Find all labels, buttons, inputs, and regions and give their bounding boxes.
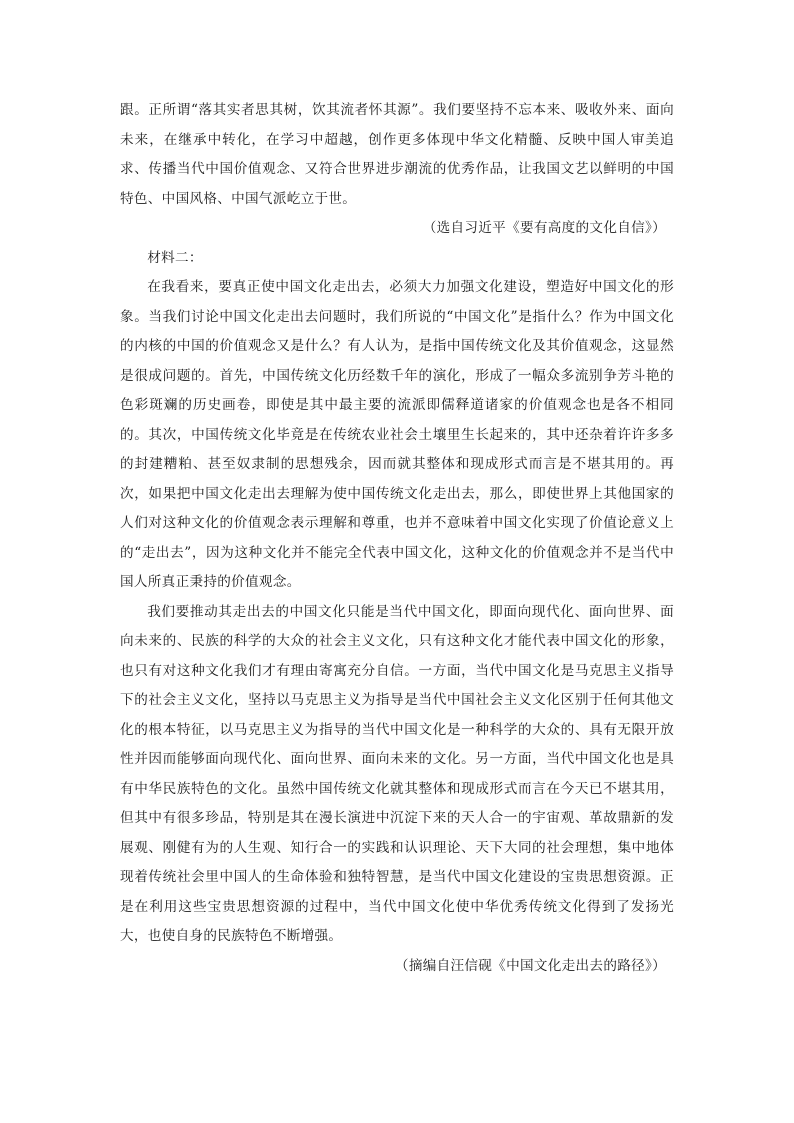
source-citation-2: （摘编自汪信砚《中国文化走出去的路径》） xyxy=(394,957,666,974)
source-citation-1: （选自习近平《要有高度的文化自信》） xyxy=(422,220,666,236)
paragraph-continuation: 跟。正所谓“落其实者思其树，饮其流者怀其源”。我们要坚持不忘本来、吸收外来、面向未来，在继承中转化，在学习中超越，创作更多体现中华文化精髓、反映中国人审美追求、传播当代中国价值观念、又符合世界进步潮流的优秀作品，让我国文艺以鲜明的中国特色、中国风格、中国气派屹立于世。 xyxy=(120,102,674,207)
paragraph-material-two-1: 在我看来，要真正使中国文化走出去，必须大力加强文化建设，塑造好中国文化的形象。当我们讨论中国文化走出去问题时，我们所说的“中国文化”是指什么？作为中国文化的内核的中国的价值观念又是什么？有人认为，是指中国传统文化及其价值观念，这显然是很成问题的。首先，中国传统文化历经数千年的演化，形成了一幅众多流别争芳斗艳的色彩斑斓的历史画卷，即使是其中最主要的流派即儒释道诸家的价值观念也是各不相同的。其次，中国传统文化毕竟是在传统农业社会土壤里生长起来的，其中还杂着许许多多的封建糟粕、甚至奴隶制的思想残余，因而就其整体和现成形式而言是不堪其用的。再次，如果把中国文化走出去理解为使中国传统文化走出去，那么，即使世界上其他国家的人们对这种文化的价值观念表示理解和尊重，也并不意味着中国文化实现了价值论意义上的“走出去”，因为这种文化并不能完全代表中国文化，这种文化的价值观念并不是当代中国人所真正秉持的价值观念。 xyxy=(120,279,674,590)
paragraph-material-two-2: 我们要推动其走出去的中国文化只能是当代中国文化，即面向现代化、面向世界、面向未来的、民族的科学的大众的社会主义文化，只有这种文化才能代表中国文化的形象，也只有对这种文化我们才有理由寄寓充分自信。一方面，当代中国文化是马克思主义指导下的社会主义文化，坚持以马克思主义为指导是当代中国社会主义文化区别于任何其他文化的根本特征，以马克思主义为指导的当代中国文化是一种科学的大众的、具有无限开放性并因而能够面向现代化、面向世界、面向未来的文化。另一方面，当代中国文化也是具有中华民族特色的文化。虽然中国传统文化就其整体和现成形式而言在今天已不堪其用，但其中有很多珍品，特别是其在漫长演进中沉淀下来的天人合一的宇宙观、革故鼎新的发展观、刚健有为的人生观、知行合一的实践和认识理论、天下大同的社会理想，集中地体现着传统社会里中国人的生命体验和独特智慧，是当代中国文化建设的宝贵思想资源。正是在利用这些宝贵思想资源的过程中，当代中国文化使中华优秀传统文化得到了发扬光大，也使自身的民族特色不断增强。 xyxy=(120,603,674,944)
material-two-label: 材料二： xyxy=(147,249,203,266)
